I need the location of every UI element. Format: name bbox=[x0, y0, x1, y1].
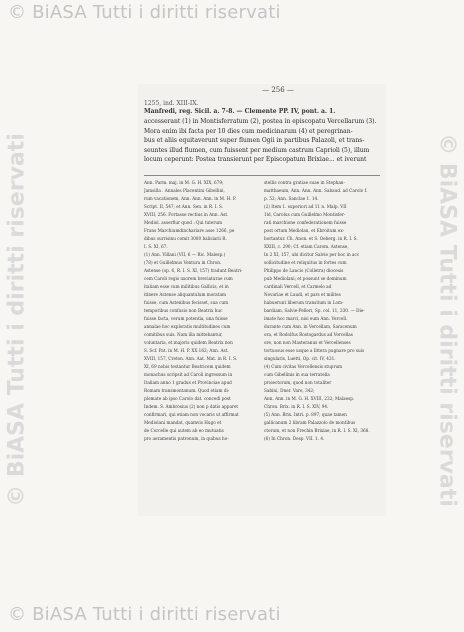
footnote-divider bbox=[144, 175, 380, 176]
footnote-line: habuerunt liberum transitum in Lom- bbox=[264, 300, 344, 305]
footnote-line: tortuosus esse usque a littera pugnare pro suis bbox=[264, 348, 365, 353]
footnote-line: 1ld, Carolus cum Guillelmo Montisfer- bbox=[264, 212, 346, 217]
book-page bbox=[138, 84, 386, 516]
footnote-line: Mediolani mandat, quamvis Hugo et bbox=[144, 420, 222, 425]
footnote-line: In 2 XI, 157, ubi dicitur Salvie per boc in acc bbox=[264, 252, 360, 257]
footnotes-right-column bbox=[264, 179, 380, 443]
footnote-line: pro aeramentis patronum, in quibus ho- bbox=[144, 436, 229, 441]
footnote-line: matthaeum, Ann. Ann. Ann. Sabaud. ad Carolo f. bbox=[264, 188, 368, 193]
footnote-line: fuisse, cum Astenibus fecisset, sua cum bbox=[144, 300, 229, 305]
footnotes-left-column bbox=[144, 179, 260, 443]
footnote-line: ore, non non Masteranus et Vercellenses bbox=[264, 340, 351, 345]
footnote-line: bardiam, Salvie-Pelleri, Sp. col. 11, 230. — Die- bbox=[264, 308, 365, 313]
watermark-left-text: © BiASA Tutti i diritti riservati bbox=[4, 133, 30, 507]
footnote-line: Indem. S. Ambrosius (2) non p datis apparet bbox=[144, 404, 239, 409]
footnote-line: Frans Marchiumdinchariare asse 1266, pe bbox=[144, 228, 235, 233]
footnote-line: p. 52; Ann. Sanclae 1. 14. bbox=[264, 196, 319, 201]
main-line: Mora enim ibi facta per 10 dies cum medicinarum (4) et peregrinan- bbox=[144, 127, 353, 135]
watermark-right-text: © BiASA Tutti i diritti riservati bbox=[434, 133, 460, 507]
footnote-line: Philippo de Lancio (Colletra) diocesis bbox=[264, 268, 344, 273]
footnote-line: S. Scf. Pat. in M. H. P. XX 162; Ann. Ast. bbox=[144, 348, 229, 353]
footnote-line: post ortum Mediolan, et Ebroitum ex- bbox=[264, 228, 345, 233]
footnote-line: (4) Cum civitas Vercellensis stuprum bbox=[264, 364, 343, 369]
page-subheading: Manfredi, reg. Sicil. a. 7-8. — Clemente PP. IV, pont. a. 1. bbox=[144, 108, 336, 115]
footnote-line: (2) Item 1. superiori ad 11 n. Malp. VII bbox=[264, 204, 347, 209]
main-line: locum ceperunt: Postea transierunt per Episcopatum Brixiae... et iverunt bbox=[144, 156, 367, 163]
footnote-line: voluntaria, et majoris quidem Beatrix non bbox=[144, 340, 233, 345]
footnote-line: temporibus confusio non Beatrix huc bbox=[144, 308, 223, 313]
footnote-line: XVIII, 157, Creton. Ann. Aat. Mat. in R. I. S. bbox=[144, 356, 238, 361]
watermark-left bbox=[2, 110, 32, 530]
footnote-line: confirmari, qui etiam non vocaris ut affirmat bbox=[144, 412, 239, 417]
footnote-line: Novariae et Laudi, et pars et milites bbox=[264, 292, 341, 297]
footnote-line: (6) In Chron. Desp. VII. 1. 4. bbox=[264, 436, 325, 441]
footnote-line: Script. II, 547; et Ann. Sen. in R. I. S. bbox=[144, 204, 224, 209]
footnote-line: rati marchione confederationem fuisse bbox=[264, 220, 347, 225]
footnote-line: Italiam anno 1 gradus et Provinciae apud bbox=[144, 380, 232, 385]
footnote-line: cum Gibellinis in sua terratella bbox=[264, 372, 330, 377]
watermark-right bbox=[432, 110, 462, 530]
footnote-line: fuisse facta, verum potentia, una fuisse bbox=[144, 316, 228, 321]
footnote-line: Ann. Ann. in M. G. H. XVIII, 232; Malaesp. bbox=[264, 396, 355, 401]
footnote-line: Astense (op. 6, R. I. S. XI, 157) tradunt Beatri- bbox=[144, 268, 243, 273]
footnote-line: dibus surrisinu comit 3000 balisiarii R. bbox=[144, 236, 227, 241]
footnote-line: (78) et Guillelmus Ventura in Chron. bbox=[144, 260, 222, 265]
footnote-line: gallicanum 2 libram Palazzolo de montibus bbox=[264, 420, 356, 425]
footnote-line: monachus scripsit ad Caroli ingressum in bbox=[144, 372, 233, 377]
footnote-line: (1) Ann. Villani (VII, 6 — Ric. Malesp.) bbox=[144, 252, 226, 257]
footnote-line: imate hoc marci, nisi eum Ann. Vercell. bbox=[264, 316, 348, 321]
footnote-line: proiectorum, quod non totaliter bbox=[264, 380, 332, 385]
watermark-bottom-text: © BiASA Tutti i diritti riservati bbox=[8, 604, 281, 625]
footnote-line: pub Mediolani; et possunt se dominum bbox=[264, 276, 347, 281]
footnote-line: Chron. Brix. in R. I. S. XIV, 94. bbox=[264, 404, 329, 409]
footnote-line: XXIII, c. 290; Cf. etiam Carom. Astense, bbox=[264, 244, 349, 249]
footnote-line: XVIII, 256. Fortasse rectius in Ann. Ast. bbox=[144, 212, 229, 217]
footnote-line: Mediol. asserfiur quod : Qui tuterum bbox=[144, 220, 223, 225]
main-line: accesserant (1) in Montisferratum (2), postea in episcopatu Vercellarum (3). bbox=[144, 118, 377, 125]
watermark-top-text: © BiASA Tutti i diritti riservati bbox=[8, 2, 281, 23]
footnote-line: stellis contra gratiae suae in Stephan- bbox=[264, 180, 345, 185]
footnote-line: Sabini, Dner. Vare, 342; bbox=[264, 388, 315, 393]
footnote-line: ora, et Rodolfus Rostogardus ad Vercellas bbox=[264, 332, 353, 337]
footnote-line: XI, 69 nobis testantur Beatricem quidem bbox=[144, 364, 231, 369]
footnote-line: I. S. XI, 67. bbox=[144, 244, 168, 249]
footnote-line: rum vacationem, Ann. Ann. Ann. in M. H. P. bbox=[144, 196, 237, 201]
footnote-line: Jamsilla . Annales Placentini Gibellini, bbox=[144, 188, 225, 193]
footnote-line: de Corcelle qui autem ab eo mutuatis bbox=[144, 428, 224, 433]
footnote-line: Romam transmontanum. Quod etiam di- bbox=[144, 388, 230, 393]
main-line: bus et aliis equitaverunt super flumen Ogii in partibus Palazoli, et trans- bbox=[144, 137, 365, 144]
footnote-line: itinere Astense aliquantulum moratam bbox=[144, 292, 226, 297]
footnote-line: cardinali Vercell, et Carmelo ad bbox=[264, 284, 332, 289]
watermark-top bbox=[0, 2, 464, 24]
footnote-line: Ann. Parm. maj. in M. G. H. XIX, 679; bbox=[144, 180, 224, 185]
main-text bbox=[144, 117, 380, 165]
footnote-line: (5) Ann. Brix. Intri. p. 897, quae tamen bbox=[264, 412, 347, 417]
footnote-line: cem Caroli regis uxorem breviaturae cum bbox=[144, 276, 233, 281]
footnote-line: italiam esse cum militibus Gallicis, et in bbox=[144, 284, 229, 289]
footnote-line: ctorum, et non Frechin Brixiae, in R. I. S. XI, 368. bbox=[264, 428, 370, 433]
footnote-line: hortantur. Ch. Anon. et S. Oeberg. in R. I. S. bbox=[264, 236, 358, 241]
footnote-line: comitibus suis. Nam illa mittebantur, bbox=[144, 332, 223, 337]
running-head: 1255, ind. XIII-IX. bbox=[144, 100, 199, 107]
footnote-line: plomate ab ipso Carolo dat. concedi post bbox=[144, 396, 231, 401]
footnote-line: annalae hoc exploratis multitudines cum bbox=[144, 324, 231, 329]
main-line: seuntes illud flumen, cum fuissent per medium castrum Caprioli (5), illum bbox=[144, 146, 370, 154]
watermark-bottom bbox=[0, 604, 464, 626]
page-number: — 256 — bbox=[262, 86, 294, 94]
footnote-line: durante cum Ann. in Vercellam, Saracenum bbox=[264, 324, 357, 329]
footnote-line: singularis, Luetti, Op. cit. IV, 421. bbox=[264, 356, 336, 361]
footnote-line: sollicitudine et reliquitus in fortes cum bbox=[264, 260, 347, 265]
